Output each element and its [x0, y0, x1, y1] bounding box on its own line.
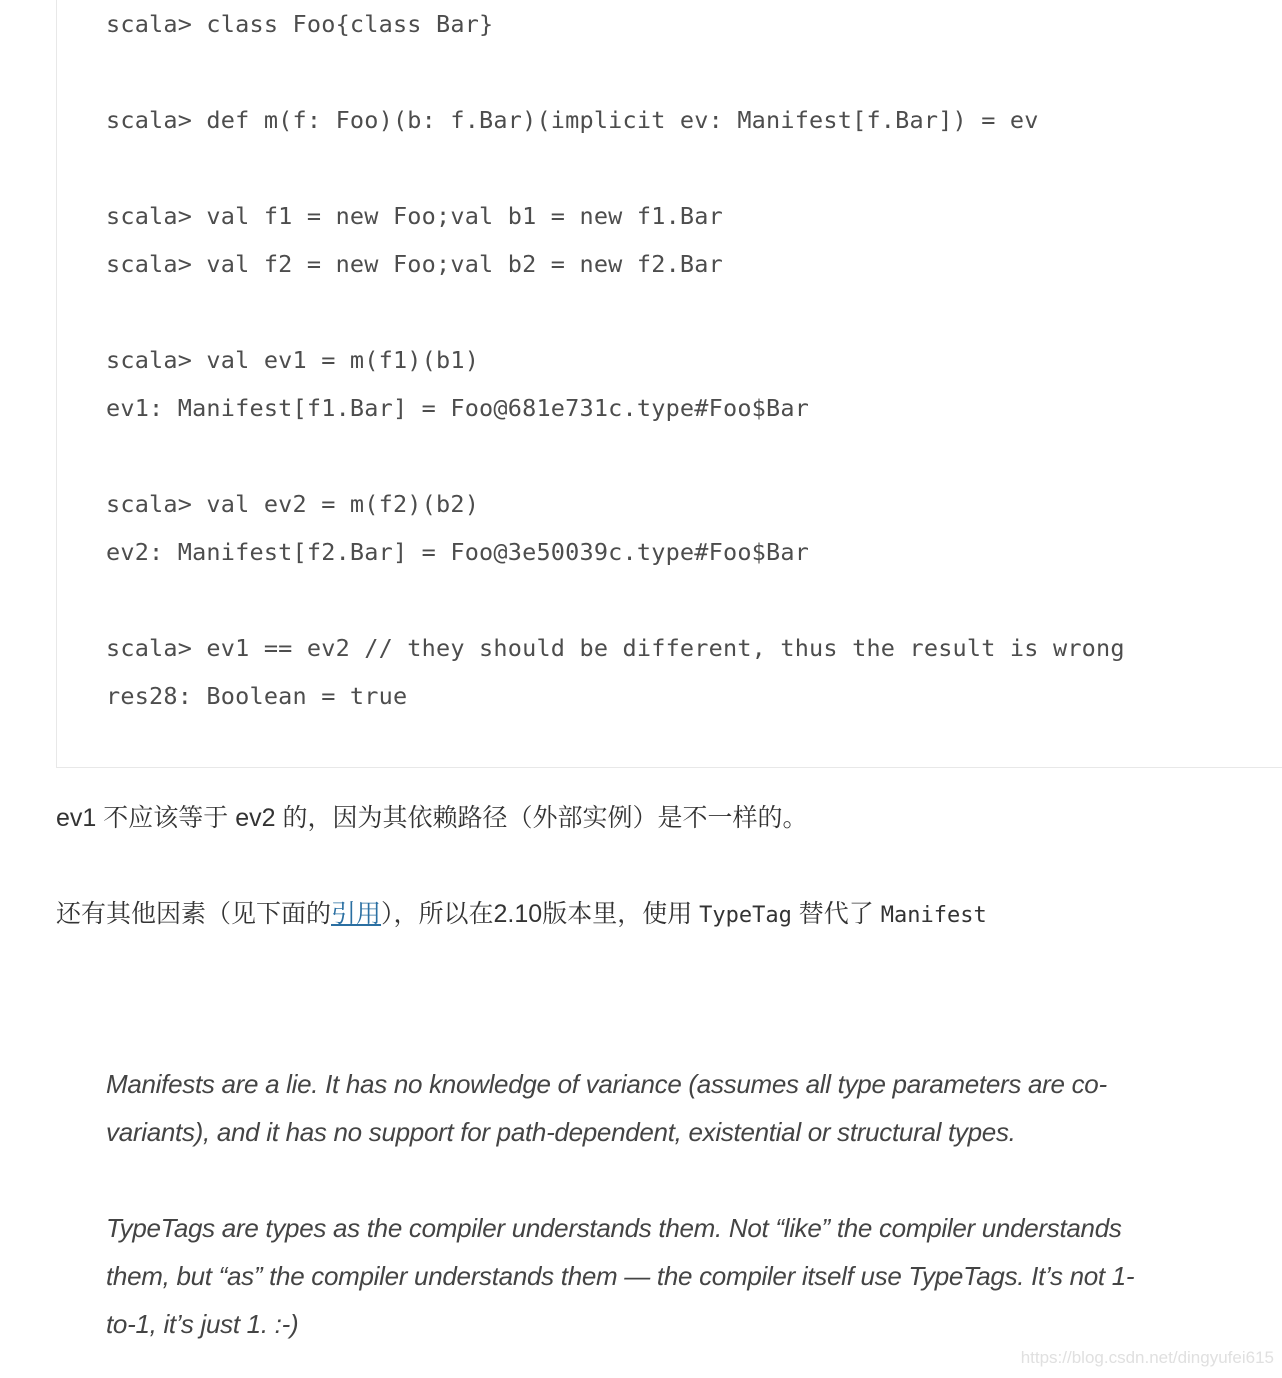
code-line: scala> ev1 == ev2 // they should be different, thus the result is wrong — [106, 634, 1125, 662]
quote-line: to-1, it’s just 1. :-) — [106, 1309, 299, 1339]
paragraph-typetag — [56, 890, 987, 940]
paragraph-text: 还有其他因素（见下面的 — [56, 900, 332, 928]
code-line: scala> def m(f: Foo)(b: f.Bar)(implicit ev: Manifest[f.Bar]) = ev — [106, 106, 1039, 134]
code-line: ev1: Manifest[f1.Bar] = Foo@681e731c.type#Foo$Bar — [106, 394, 810, 422]
reference-link[interactable]: 引用 — [331, 900, 382, 928]
code-line: scala> class Foo{class Bar} — [106, 10, 494, 38]
paragraph-dependent-path: ev1 不应该等于 ev2 的，因为其依赖路径（外部实例）是不一样的。 — [56, 804, 808, 832]
inline-code-manifest: Manifest — [880, 903, 987, 928]
code-line: ev2: Manifest[f2.Bar] = Foo@3e50039c.type#Foo$Bar — [106, 538, 810, 566]
code-line: scala> val f1 = new Foo;val b1 = new f1.Bar — [106, 202, 723, 230]
quote-line: Manifests are a lie. It has no knowledge of variance (assumes all type parameters are co- — [106, 1069, 1107, 1099]
paragraph-text: 替代了 — [791, 900, 881, 928]
watermark: https://blog.csdn.net/dingyufei615 — [1020, 1348, 1274, 1367]
inline-code-typetag: TypeTag — [699, 903, 792, 928]
code-line: scala> val f2 = new Foo;val b2 = new f2.Bar — [106, 250, 723, 278]
quote-line: variants), and it has no support for path-dependent, existential or structural types. — [106, 1117, 1016, 1147]
quote-line: them, but “as” the compiler understands them — the compiler itself use TypeTags. It’s not 1- — [106, 1261, 1135, 1291]
paragraph-text: ），所以在2.10版本里，使用 — [381, 900, 700, 928]
code-line: scala> val ev2 = m(f2)(b2) — [106, 490, 480, 518]
quote-line: TypeTags are types as the compiler understands them. Not “like” the compiler understands — [106, 1213, 1122, 1243]
code-line: scala> val ev1 = m(f1)(b1) — [106, 346, 480, 374]
code-line: res28: Boolean = true — [106, 682, 408, 710]
